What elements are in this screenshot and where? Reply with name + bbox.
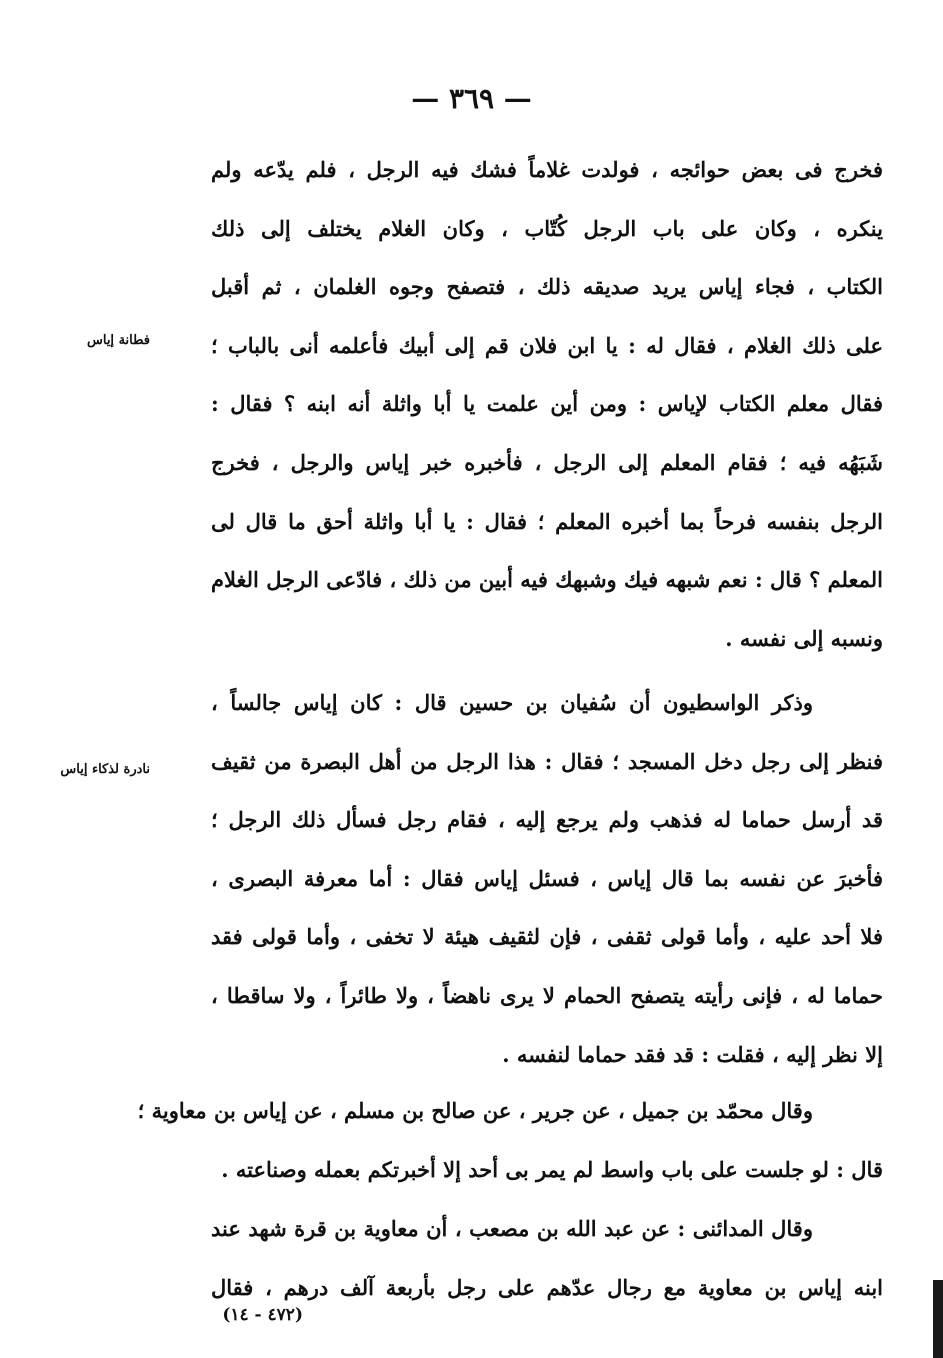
text-line: قال : لو جلست على باب واسط لم يمر بى أحد إلا أخبرتكم بعمله وصناعته . xyxy=(221,1156,883,1182)
text-line: قد أرسل حماما له فذهب ولم يرجع إليه ، فقام رجل فسأل ذلك الرجل ؛ xyxy=(211,807,883,833)
text-line: الرجل بنفسه فرحاً بما أخبره المعلم ؛ فقال : يا أبا واثلة أحق ما قال لى xyxy=(211,508,883,534)
text-line: شَبَهُه فيه ؛ فقام المعلم إلى الرجل ، فأخبره خبر إياس والرجل ، فخرج xyxy=(211,449,883,475)
margin-note: نادرة لذكاء إياس xyxy=(60,762,150,777)
text-line: الكتاب ، فجاء إياس يريد صديقه ذلك ، فتصفح وجوه الغلمان ، ثم أقبل xyxy=(211,274,883,300)
page-number: — ٣٦٩ — xyxy=(411,82,532,115)
paragraph xyxy=(211,141,883,668)
text-line: فلا أحد عليه ، وأما قولى ثقفى ، فإن لثقيف هيئة لا تخفى ، وأما قولى فقد xyxy=(211,924,883,950)
paragraph xyxy=(211,674,883,1084)
text-line: فقال معلم الكتاب لإياس : ومن أين علمت يا أبا واثلة أنه ابنه ؟ فقال : xyxy=(211,391,883,417)
text-line: المعلم ؟ قال : نعم شبهه فيك وشبهك فيه أبين من ذلك ، فادّعى الرجل الغلام xyxy=(211,567,883,593)
text-line: إلا نظر إليه ، فقلت : قد فقد حماما لنفسه . xyxy=(502,1041,883,1067)
paragraph xyxy=(211,1200,883,1317)
text-line: فأخبرَ عن نفسه بما قال إياس ، فسئل إياس فقال : أما معرفة البصرى ، xyxy=(211,865,883,891)
signature-mark: (٤٧٢ - ١٤) xyxy=(222,1305,303,1325)
scan-edge-shadow xyxy=(933,1280,943,1358)
margin-note: فطانة إياس xyxy=(86,333,150,348)
text-line: حماما له ، فإنى رأيته يتصفح الحمام لا يرى ناهضاً ، ولا طائراً ، ولا ساقطا ، xyxy=(211,982,883,1008)
text-line: ونسبه إلى نفسه . xyxy=(725,625,883,651)
text-line: على ذلك الغلام ، فقال له : يا ابن فلان قم إلى أبيك فأعلمه أنى بالباب ؛ xyxy=(211,332,883,358)
text-line: ابنه إياس بن معاوية مع رجال عدّهم على رجل بأربعة آلف درهم ، فقال xyxy=(211,1274,883,1300)
text-line: فنظر إلى رجل دخل المسجد ؛ فقال : هذا الرجل من أهل البصرة من ثقيف xyxy=(211,748,883,774)
text-line: وذكر الواسطيون أن سُفيان بن حسين قال : كان إياس جالساً ، xyxy=(211,690,813,715)
text-line: فخرج فى بعض حوائجه ، فولدت غلاماً فشك فيه الرجل ، فلم يدّعه ولم xyxy=(211,157,883,182)
text-line: وقال المدائنى : عن عبد الله بن مصعب ، أن معاوية بن قرة شهد عند xyxy=(211,1216,813,1241)
text-line: ينكره ، وكان على باب الرجل كُتّاب ، وكان الغلام يختلف إلى ذلك xyxy=(211,215,883,241)
text-line: وقال محمّد بن جميل ، عن جرير ، عن صالح بن مسلم ، عن إياس بن معاوية ؛ xyxy=(137,1098,813,1123)
paragraph xyxy=(137,1082,883,1199)
